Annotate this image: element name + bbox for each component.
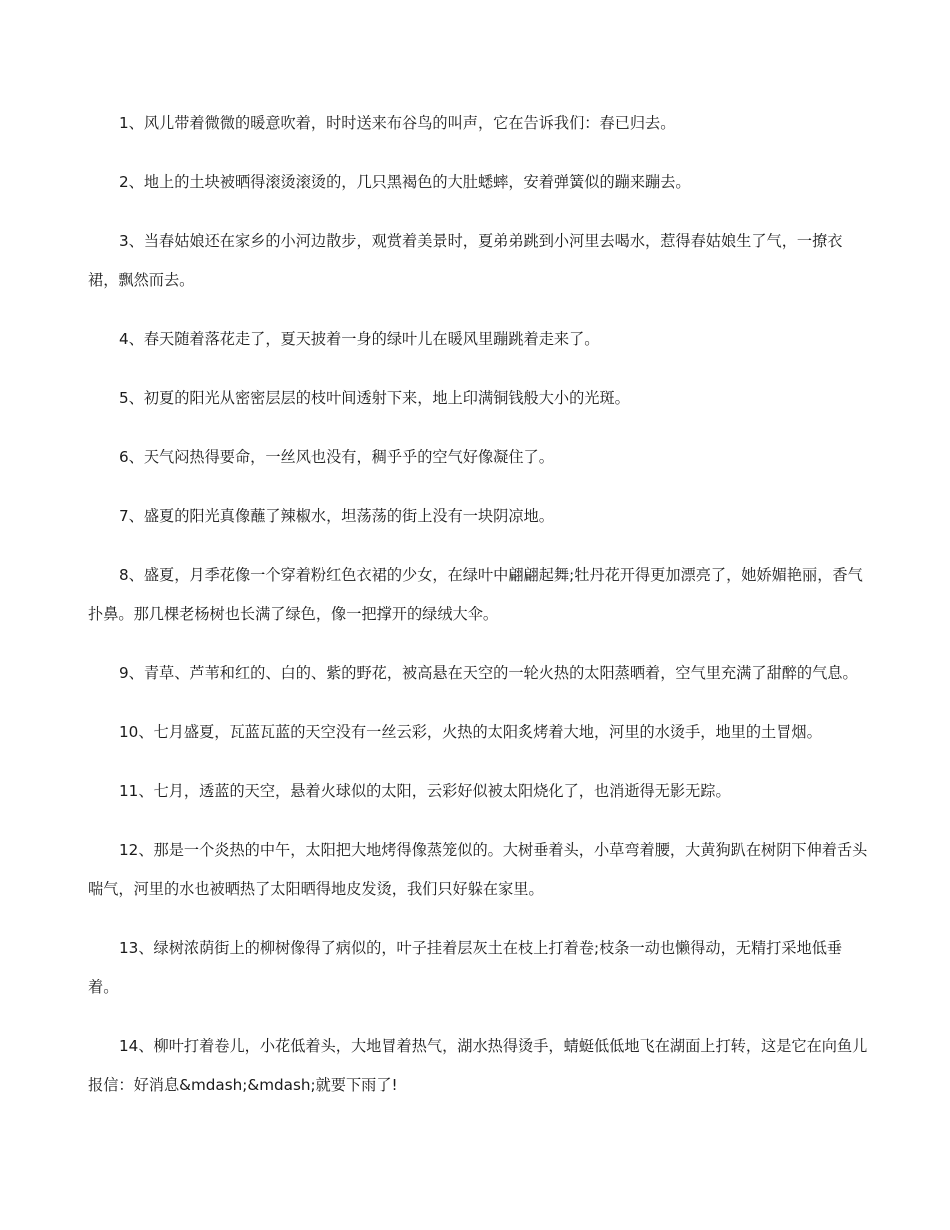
paragraph-10: 10、七月盛夏，瓦蓝瓦蓝的天空没有一丝云彩，火热的太阳炙烤着大地，河里的水烫手，地里的土冒烟。 — [119, 723, 822, 741]
paragraph-6: 6、天气闷热得要命，一丝风也没有，稠乎乎的空气好像凝住了。 — [119, 448, 554, 466]
paragraph-13: 13、绿树浓荫街上的柳树像得了病似的，叶子挂着层灰土在枝上打着卷;枝条一动也懒得动，无精打采地低垂着。 — [88, 939, 843, 996]
paragraph-4: 4、春天随着落花走了，夏天披着一身的绿叶儿在暖风里蹦跳着走来了。 — [119, 330, 600, 348]
document-body — [88, 104, 868, 1105]
paragraph-5: 5、初夏的阳光从密密层层的枝叶间透射下来，地上印满铜钱般大小的光斑。 — [119, 389, 630, 407]
paragraph-1: 1、风儿带着微微的暖意吹着，时时送来布谷鸟的叫声，它在告诉我们：春已归去。 — [119, 114, 676, 132]
paragraph-14: 14、柳叶打着卷儿，小花低着头，大地冒着热气，湖水热得烫手，蜻蜓低低地飞在湖面上打转，这是它在向鱼儿报信：好消息&mdash;&mdash;就要下雨了! — [88, 1037, 868, 1094]
paragraph-8: 8、盛夏，月季花像一个穿着粉红色衣裙的少女，在绿叶中翩翩起舞;牡丹花开得更加漂亮了，她娇媚艳丽，香气扑鼻。那几棵老杨树也长满了绿色，像一把撑开的绿绒大伞。 — [88, 566, 863, 623]
paragraph-12: 12、那是一个炎热的中午，太阳把大地烤得像蒸笼似的。大树垂着头，小草弯着腰，大黄狗趴在树阴下伸着舌头喘气，河里的水也被晒热了太阳晒得地皮发烫，我们只好躲在家里。 — [88, 841, 868, 898]
paragraph-7: 7、盛夏的阳光真像蘸了辣椒水，坦荡荡的街上没有一块阴凉地。 — [119, 507, 554, 525]
paragraph-9: 9、青草、芦苇和红的、白的、紫的野花，被高悬在天空的一轮火热的太阳蒸晒着，空气里充满了甜醉的气息。 — [119, 664, 858, 682]
paragraph-2: 2、地上的土块被晒得滚烫滚烫的，几只黑褐色的大肚蟋蟀，安着弹簧似的蹦来蹦去。 — [119, 173, 691, 191]
paragraph-3: 3、当春姑娘还在家乡的小河边散步，观赏着美景时，夏弟弟跳到小河里去喝水，惹得春姑娘生了气，一撩衣裙，飘然而去。 — [88, 232, 843, 289]
paragraph-11: 11、七月，透蓝的天空，悬着火球似的太阳，云彩好似被太阳烧化了，也消逝得无影无踪。 — [119, 782, 731, 800]
